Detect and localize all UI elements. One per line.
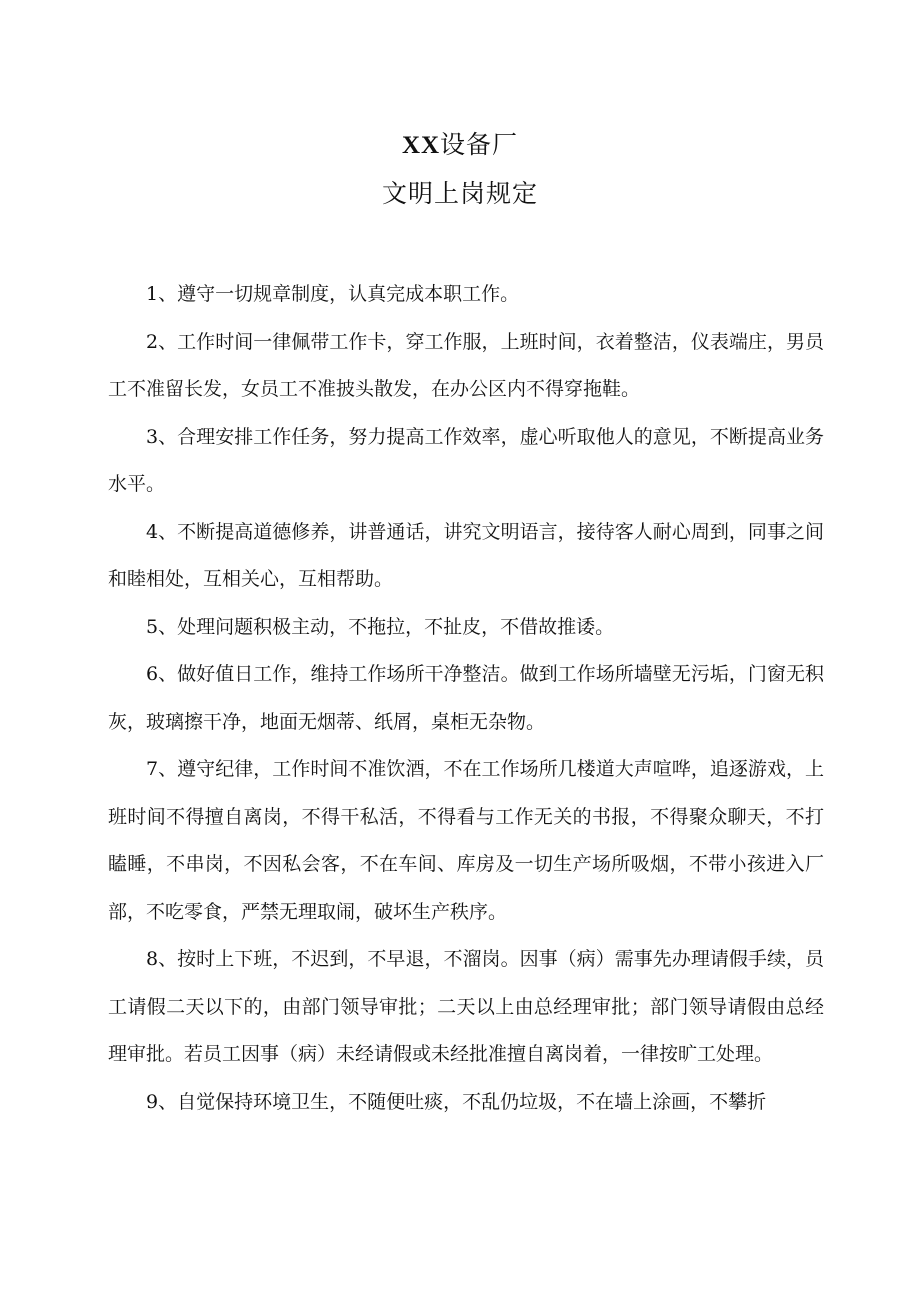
rules-body [108,271,824,1126]
rule-paragraph-9: 9、自觉保持环境卫生，不随便吐痰，不乱仍垃圾，不在墙上涂画，不攀折 [146,1090,767,1113]
title-main: 设备厂 [440,130,519,159]
rule-paragraph-6: 6、做好值日工作，维持工作场所干净整洁。做到工作场所墙壁无污垢，门窗无积灰，玻璃擦干净，地面无烟蒂、纸屑，桌柜无杂物。 [108,663,824,733]
rule-paragraph-8: 8、按时上下班，不迟到，不早退，不溜岗。因事（病）需事先办理请假手续，员工请假二天以下的，由部门领导审批；二天以上由总经理审批；部门领导请假由总经理审批。若员工因事（病）未经请假或未经批准擅自离岗着，一律按旷工处理。 [108,948,824,1065]
document-subtitle: 文明上岗规定 [381,179,538,208]
rule-paragraph-5: 5、处理问题积极主动，不拖拉，不扯皮，不借故推诿。 [146,615,615,638]
rule-paragraph-1: 1、遵守一切规章制度，认真完成本职工作。 [146,283,520,305]
document-title [0,126,920,165]
rule-paragraph-2: 2、工作时间一律佩带工作卡，穿工作服，上班时间，衣着整洁，仪表端庄，男员工不准留长发，女员工不准披头散发，在办公区内不得穿拖鞋。 [108,330,824,400]
rule-paragraph-7: 7、遵守纪律，工作时间不准饮酒，不在工作场所几楼道大声喧哗，追逐游戏，上班时间不得擅自离岗，不得干私活，不得看与工作无关的书报，不得聚众聊天，不打瞌睡，不串岗，不因私会客，不在车间、库房及一切生产场所吸烟，不带小孩进入厂部，不吃零食，严禁无理取闹，破坏生产秩序。 [108,758,824,923]
title-prefix: XX [401,132,441,159]
rule-paragraph-3: 3、合理安排工作任务，努力提高工作效率，虚心听取他人的意见，不断提高业务水平。 [108,425,824,495]
rule-paragraph-4: 4、不断提高道德修养，讲普通话，讲究文明语言，接待客人耐心周到，同事之间和睦相处，互相关心，互相帮助。 [108,520,824,590]
